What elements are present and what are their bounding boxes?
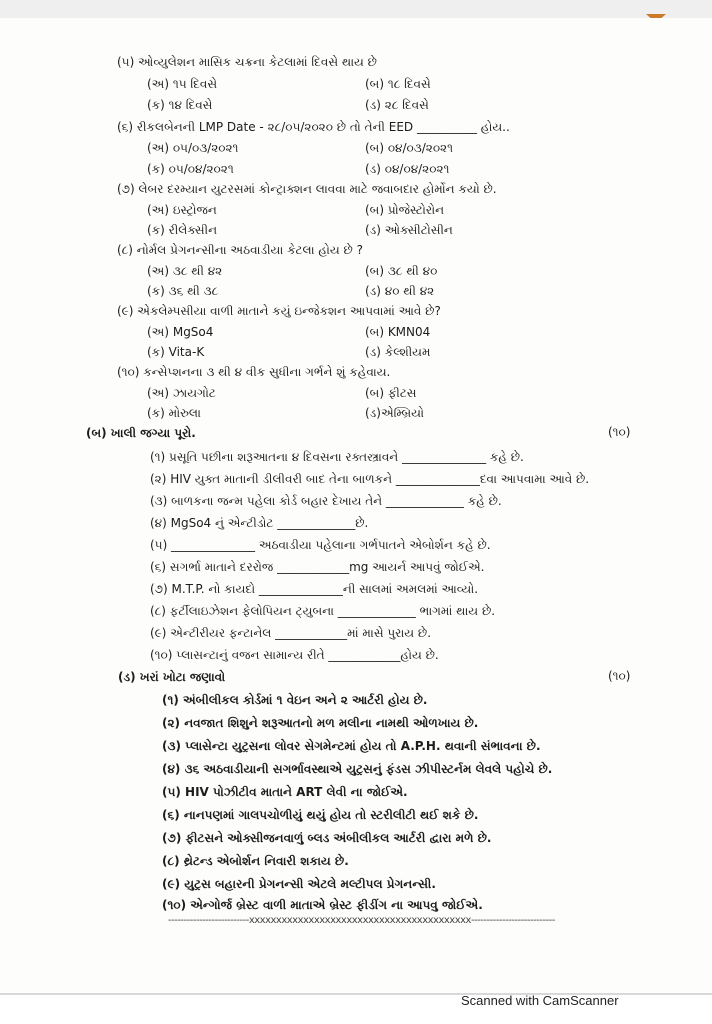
- true-false-item: (૧૦) એન્ગોર્જ બ્રેસ્ટ વાળી માતાએ બ્રેસ્ટ ફીડીંગ ના આપવુ જોઈએ.: [162, 898, 483, 912]
- fill-blank-item: (૫) ______________ અઠવાડીયા પહેલાના ગર્ભપાતને એબોર્શન કહે છે.: [150, 538, 491, 552]
- viewer-top-bar: [0, 0, 712, 18]
- fill-blank-item: (૧૦) પ્લાસન્ટાનું વજન સામાન્ય રીતે ____________હોય છે.: [150, 648, 439, 662]
- mcq-8-option-c: (ક) ૩૬ થી ૩૮: [147, 284, 219, 298]
- mcq-question-7: (૭) લેબર દરમ્યાન યુટરસમાં કોન્ટ્રાક્શન લાવવા માટે જવાબદાર હોર્મોન કયો છે.: [117, 182, 497, 196]
- true-false-item: (૭) ફીટસને ઓક્સીજનવાળું બ્લડ અંબીલીકલ આર્ટરી દ્વારા મળે છે.: [162, 831, 492, 845]
- mcq-7-option-b: (બ) પ્રોજેસ્ટોરોન: [365, 203, 445, 217]
- mcq-10-option-c: (ક) મોરુલા: [147, 406, 201, 420]
- fill-blank-item: (૩) બાળકના જન્મ પહેલા કોર્ડ બહાર દેખાય તેને _____________ કહે છે.: [150, 494, 502, 508]
- true-false-item: (૪) ૩૬ અઠવાડીયાની સગર્ભાવસ્થાએ યુટ્રસનું ફંડસ ઝીપીસ્ટર્નમ લેવલે પહોચે છે.: [162, 762, 553, 776]
- mcq-question-8: (૮) નોર્મલ પ્રેગનન્સીના અઠવાડીયા કેટલા હોય છે ?: [117, 243, 364, 257]
- mcq-6-option-a: (અ) ૦૫/૦૩/૨૦૨૧: [147, 141, 239, 155]
- mcq-question-9: (૯) એકલેમ્પસીયા વાળી માતાને કયું ઇન્જેકશન આપવામાં આવે છે?: [117, 304, 441, 318]
- true-false-item: (૧) અંબીલીકલ કોર્ડમાં ૧ વેઇન અને ૨ આર્ટરી હોય છે.: [162, 693, 428, 707]
- mcq-6-option-d: (ડ) ૦૪/૦૪/૨૦૨૧: [365, 162, 450, 176]
- fill-blank-item: (૬) સગર્ભા માતાને દરરોજ ____________mg આયર્ન આપવું જોઈએ.: [150, 560, 485, 574]
- mcq-7-option-c: (ક) રીલેક્સીન: [147, 223, 218, 237]
- mcq-6-option-c: (ક) ૦૫/૦૪/૨૦૨૧: [147, 162, 234, 176]
- mcq-9-option-d: (ડ) કેલ્શીયમ: [365, 345, 431, 359]
- scanned-page: [0, 18, 712, 993]
- fill-blank-item: (૨) HIV યુક્ત માતાની ડીલીવરી બાદ તેના બાળકને ______________દવા આપવામા આવે છે.: [150, 472, 590, 486]
- section-d-marks: (૧૦): [608, 669, 631, 683]
- true-false-item: (૬) નાનપણમાં ગાલપચોળીયું થયું હોય તો સ્ટરીલીટી થઈ શકે છે.: [162, 808, 479, 822]
- section-d-title: (ડ) ખરાં ખોટા જણાવો: [118, 670, 226, 684]
- mcq-10-option-a: (અ) ઝાયગોટ: [147, 386, 216, 400]
- mcq-9-option-c: (ક) Vita-K: [147, 345, 205, 359]
- mcq-6-option-b: (બ) ૦૪/૦૩/૨૦૨૧: [365, 141, 453, 155]
- mcq-question-10: (૧૦) કન્સેપ્શનના ૩ થી ૪ વીક સુધીના ગર્ભને શું કહેવાય.: [117, 365, 391, 379]
- true-false-item: (૯) યુટ્રસ બહારની પ્રેગનન્સી એટલે મલ્ટીપલ પ્રેગનન્સી.: [162, 877, 436, 891]
- mcq-5-option-b: (બ) ૧૮ દિવસે: [365, 77, 431, 91]
- mcq-5-option-d: (ડ) ૨૮ દિવસે: [365, 98, 429, 112]
- mcq-9-option-a: (અ) MgSo4: [147, 325, 214, 339]
- mcq-question-5: (૫) ઓવ્યુલેશન માસિક ચક્રના કેટલામાં દિવસે થાય છે: [117, 55, 377, 69]
- fill-blank-item: (૭) M.T.P. નો કાયદો ______________ની સાલમાં અમલમાં આવ્યો.: [150, 582, 479, 596]
- fill-blank-item: (૯) એન્ટીરીયર ફન્ટાનેલ ____________માં માસે પુરાય છે.: [150, 626, 432, 640]
- fill-blank-item: (૮) ફર્ટીલાઇઝેશન ફેલોપિયન ટ્યુબના _____________ ભાગમાં થાય છે.: [150, 604, 496, 618]
- section-b-title: (બ) ખાલી જગ્યા પૂરો.: [86, 426, 196, 440]
- mcq-7-option-a: (અ) ઇસ્ટ્રોજન: [147, 203, 217, 217]
- mcq-8-option-b: (બ) ૩૮ થી ૪૦: [365, 264, 438, 278]
- mcq-10-option-b: (બ) ફીટસ: [365, 386, 417, 400]
- true-false-item: (૩) પ્લાસેન્ટા યુટ્રસના લોવર સેગમેન્ટમાં હોય તો A.P.H. થવાની સંભાવના છે.: [162, 739, 541, 753]
- true-false-item: (૮) થ્રેટન્ડ એબોર્શન નિવારી શકાય છે.: [162, 854, 349, 868]
- mcq-9-option-b: (બ) KMN04: [365, 325, 431, 339]
- fill-blank-item: (૧) પ્રસૂતિ પછીના શરૂઆતના ૪ દિવસના રક્તસ્ત્રાવને ______________ કહે છે.: [150, 450, 524, 464]
- mcq-5-option-a: (અ) ૧૫ દિવસે: [147, 77, 218, 91]
- mcq-7-option-d: (ડ) ઓક્સીટોસીન: [365, 223, 453, 237]
- mcq-8-option-d: (ડ) ૪૦ થી ૪૨: [365, 284, 435, 298]
- end-of-paper-line: --------------------------xxxxxxxxxxxxxxxxxxxxxxxxxxxxxxxxxxxxxxxxx---------------------------: [168, 915, 555, 926]
- section-b-marks: (૧૦): [608, 425, 631, 439]
- mcq-5-option-c: (ક) ૧૪ દિવસે: [147, 98, 213, 112]
- true-false-item: (૫) HIV પોઝીટીવ માતાને ART લેવી ના જોઈએ.: [162, 785, 408, 799]
- fill-blank-item: (૪) MgSo4 નું એન્ટીડોટ _____________છે.: [150, 516, 369, 530]
- mcq-question-6: (૬) રીકલબેનની LMP Date - ૨૮/૦૫/૨૦૨૦ છે તો તેની EED __________ હોય..: [117, 120, 510, 134]
- mcq-10-option-d: (ડ)એમ્બ્રિયો: [365, 406, 424, 420]
- true-false-item: (૨) નવજાત શિશુને શરૂઆતનો મળ મલીના નામથી ઓળખાય છે.: [162, 716, 479, 730]
- mcq-8-option-a: (અ) ૩૮ થી ૪૨: [147, 264, 223, 278]
- camscanner-watermark: Scanned with CamScanner: [461, 993, 619, 1008]
